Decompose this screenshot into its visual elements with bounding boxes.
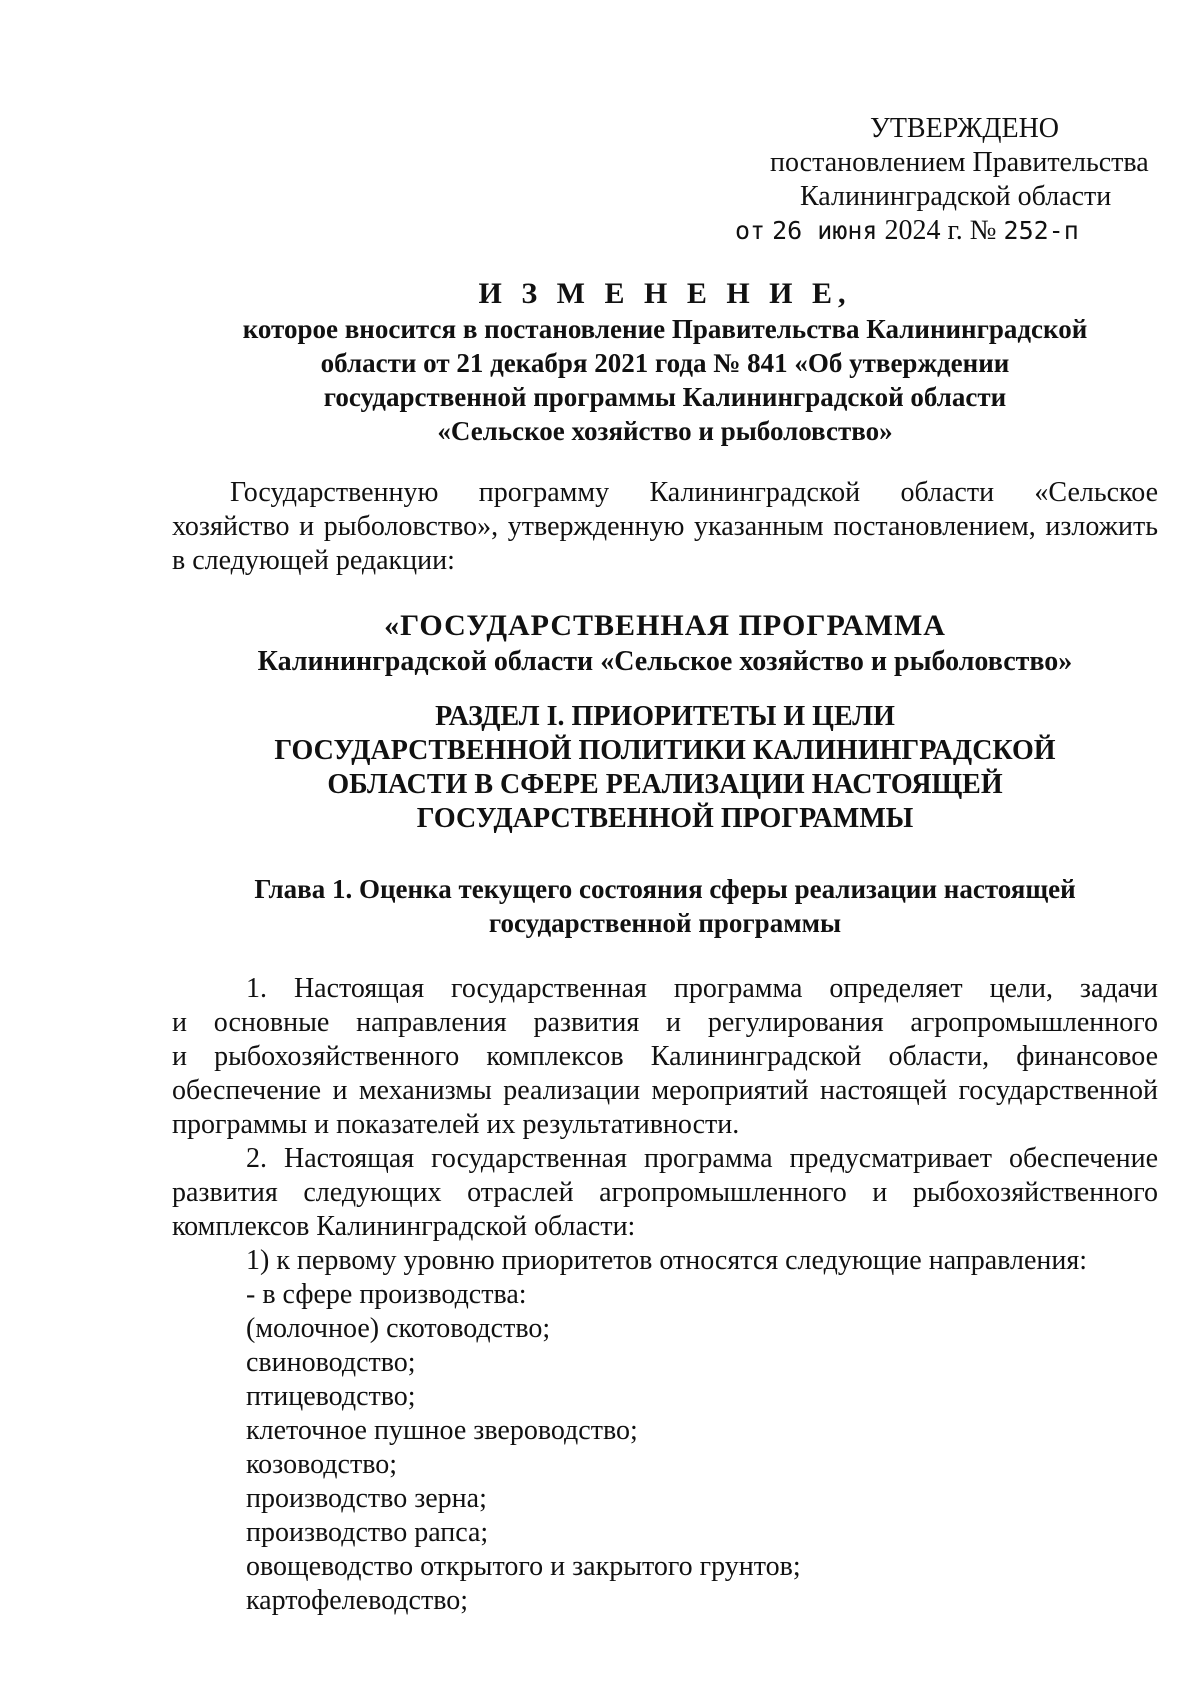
list-item: - в сфере производства: (246, 1279, 527, 1310)
paragraph-line: Государственную программу Калининградской области «Сельское (230, 477, 1158, 508)
chapter-title-line: государственной программы (488, 908, 842, 938)
paragraph-line: комплексов Калининградской области: (172, 1211, 636, 1242)
subtitle-line: которое вносится в постановление Правительства Калининградской (242, 314, 1088, 344)
priority-list (246, 1244, 1087, 1618)
chapter-title (172, 872, 1158, 940)
paragraph-line: и основные направления развития и регулирования агропромышленного (172, 1007, 1158, 1038)
section-title-line: РАЗДЕЛ I. ПРИОРИТЕТЫ И ЦЕЛИ (435, 701, 895, 732)
chapter-title-line: Глава 1. Оценка текущего состояния сферы реализации настоящей (254, 874, 1076, 904)
subtitle-line: государственной программы Калининградской области (323, 382, 1007, 412)
paragraph-line: и рыбохозяйственного комплексов Калининградской области, финансовое (172, 1041, 1158, 1072)
program-title (172, 608, 1158, 680)
list-item: производство рапса; (246, 1517, 489, 1548)
list-item: картофелеводство; (246, 1585, 469, 1616)
subtitle-line: области от 21 декабря 2021 года № 841 «Об утверждении (320, 348, 1010, 378)
date-stamp: 26 июня (772, 216, 878, 245)
program-title-line: Калининградской области «Сельское хозяйство и рыболовство» (257, 646, 1073, 677)
section-title-line: ОБЛАСТИ В СФЕРЕ РЕАЛИЗАЦИИ НАСТОЯЩЕЙ (327, 769, 1003, 800)
approval-line: Калининградской области (800, 181, 1112, 212)
section-title (172, 700, 1158, 836)
paragraph-1 (172, 972, 1158, 1142)
paragraph-line: в следующей редакции: (172, 545, 455, 576)
paragraph-line: 1. Настоящая государственная программа определяет цели, задачи (246, 973, 1158, 1004)
paragraph-line: хозяйство и рыболовство», утвержденную указанным постановлением, изложить (172, 511, 1158, 542)
approval-date-line (735, 214, 1140, 248)
list-item: птицеводство; (246, 1381, 416, 1412)
list-item: клеточное пушное звероводство; (246, 1415, 638, 1446)
section-title-line: ГОСУДАРСТВЕННОЙ ПОЛИТИКИ КАЛИНИНГРАДСКОЙ (274, 735, 1056, 766)
section-title-line: ГОСУДАРСТВЕННОЙ ПРОГРАММЫ (416, 803, 914, 834)
intro-paragraph (172, 476, 1158, 578)
document-title: И З М Е Н Е Н И Е, (478, 277, 852, 310)
paragraph-line: обеспечение и механизмы реализации мероприятий настоящей государственной (172, 1075, 1158, 1106)
list-item: 1) к первому уровню приоритетов относятся следующие направления: (246, 1245, 1088, 1276)
paragraph-line: развития следующих отраслей агропромышленного и рыбохозяйственного (172, 1177, 1158, 1208)
date-year: 2024 г. № (884, 215, 997, 246)
approval-heading: УТВЕРЖДЕНО (870, 113, 1060, 144)
paragraph-line: программы и показателей их результативности. (172, 1109, 740, 1140)
list-item: козоводство; (246, 1449, 398, 1480)
document-number: 252-п (1003, 216, 1079, 245)
paragraph-2 (172, 1142, 1158, 1244)
date-prefix: от (735, 216, 766, 245)
document-subtitle (172, 312, 1158, 448)
list-item: производство зерна; (246, 1483, 487, 1514)
program-title-line: «ГОСУДАРСТВЕННАЯ ПРОГРАММА (384, 609, 946, 642)
approval-block (720, 112, 1149, 248)
approval-line: постановлением Правительства (770, 147, 1149, 178)
list-item: овощеводство открытого и закрытого грунтов; (246, 1551, 801, 1582)
list-item: (молочное) скотоводство; (246, 1313, 551, 1344)
subtitle-line: «Сельское хозяйство и рыболовство» (437, 416, 893, 446)
list-item: свиноводство; (246, 1347, 416, 1378)
paragraph-line: 2. Настоящая государственная программа предусматривает обеспечение (246, 1143, 1158, 1174)
